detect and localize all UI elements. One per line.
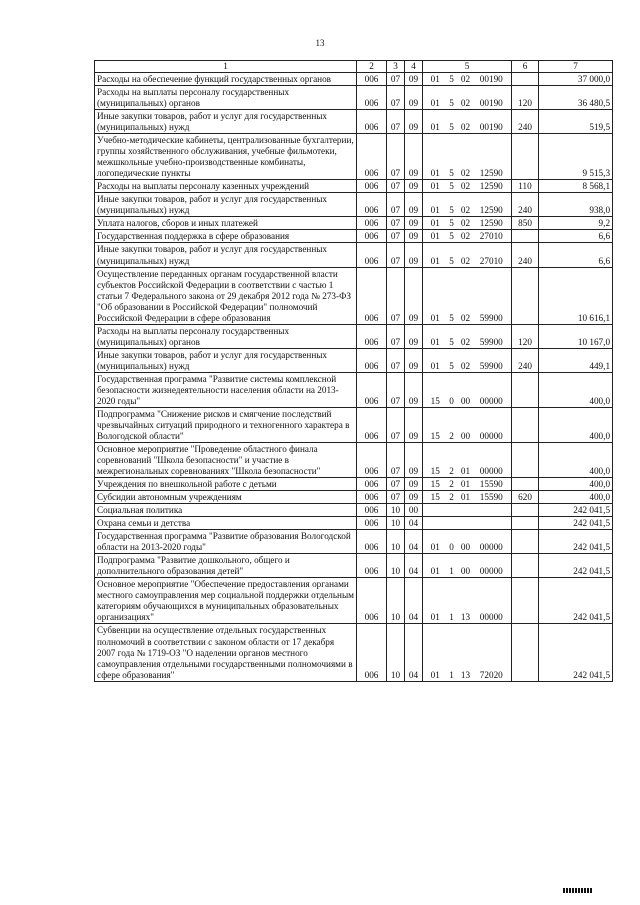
- col5d-cell: 00190: [474, 110, 512, 134]
- col5c-cell: 13: [458, 624, 474, 681]
- col6-cell: 240: [512, 193, 539, 217]
- col4-cell: 04: [405, 530, 423, 554]
- col6-cell: [512, 372, 539, 407]
- col7-cell: 36 480,5: [539, 86, 613, 110]
- row-name-cell: Субвенции на осуществление отдельных государственных полномочий в соответствии с законом области от 17 декабря 2007 года № 1719-ОЗ "О наделении органов местного самоуправления отдельными государственными полномочиями в сфере образования": [95, 624, 357, 681]
- col5d-cell: 12590: [474, 217, 512, 230]
- col4-cell: 09: [405, 491, 423, 504]
- col3-cell: 07: [387, 110, 405, 134]
- col6-cell: [512, 624, 539, 681]
- col5c-cell: 00: [458, 554, 474, 578]
- col5a-cell: 01: [423, 110, 446, 134]
- col5d-cell: 27010: [474, 230, 512, 243]
- col5a-cell: 01: [423, 530, 446, 554]
- col5a-cell: 01: [423, 624, 446, 681]
- col5a-cell: 01: [423, 217, 446, 230]
- col5d-cell: [474, 504, 512, 517]
- col5d-cell: 59900: [474, 324, 512, 348]
- row-name-cell: Субсидии автономным учреждениям: [95, 491, 357, 504]
- col2-cell: 006: [357, 372, 387, 407]
- col4-cell: 09: [405, 134, 423, 180]
- col3-cell: 07: [387, 324, 405, 348]
- col5b-cell: 1: [446, 578, 458, 624]
- col5c-cell: [458, 504, 474, 517]
- col5a-cell: 01: [423, 193, 446, 217]
- col2-cell: 006: [357, 180, 387, 193]
- col6-cell: [512, 554, 539, 578]
- row-name-cell: Подпрограмма "Развитие дошкольного, общего и дополнительного образования детей": [95, 554, 357, 578]
- col5a-cell: 01: [423, 230, 446, 243]
- col2-cell: 006: [357, 504, 387, 517]
- row-name-cell: Иные закупки товаров, работ и услуг для государственных (муниципальных) нужд: [95, 243, 357, 267]
- col4-cell: 09: [405, 230, 423, 243]
- col6-cell: 120: [512, 86, 539, 110]
- col5a-cell: 01: [423, 180, 446, 193]
- col5d-cell: 27010: [474, 243, 512, 267]
- col4-cell: 09: [405, 348, 423, 372]
- col2-cell: 006: [357, 73, 387, 86]
- header-cell-3: 3: [387, 61, 405, 73]
- row-name-cell: Осуществление переданных органам государственной власти субъектов Российской Федерации в соответствии с частью 1 статьи 7 Федерального закона от 29 декабря 2012 года № 273-ФЗ "Об образовании в Российской Федерации" полномочий Российской Федерации в сфере образования: [95, 267, 357, 324]
- col5c-cell: 01: [458, 443, 474, 478]
- col7-cell: 400,0: [539, 407, 613, 442]
- table-row: [95, 243, 613, 267]
- table-row: [95, 348, 613, 372]
- col7-cell: 400,0: [539, 478, 613, 491]
- col6-cell: [512, 230, 539, 243]
- col5b-cell: [446, 504, 458, 517]
- col7-cell: 9,2: [539, 217, 613, 230]
- row-name-cell: Расходы на обеспечение функций государственных органов: [95, 73, 357, 86]
- col5c-cell: 02: [458, 180, 474, 193]
- col4-cell: 09: [405, 180, 423, 193]
- col3-cell: 07: [387, 217, 405, 230]
- table-row: [95, 230, 613, 243]
- col5d-cell: 15590: [474, 478, 512, 491]
- col2-cell: 006: [357, 554, 387, 578]
- col4-cell: 04: [405, 554, 423, 578]
- col5a-cell: 01: [423, 578, 446, 624]
- col5d-cell: 72020: [474, 624, 512, 681]
- col3-cell: 10: [387, 578, 405, 624]
- row-name-cell: Государственная программа "Развитие образования Вологодской области на 2013-2020 годы": [95, 530, 357, 554]
- row-name-cell: Охрана семьи и детства: [95, 517, 357, 530]
- col7-cell: 400,0: [539, 372, 613, 407]
- col6-cell: [512, 443, 539, 478]
- row-name-cell: Иные закупки товаров, работ и услуг для государственных (муниципальных) нужд: [95, 110, 357, 134]
- col5a-cell: 01: [423, 134, 446, 180]
- col5c-cell: 02: [458, 267, 474, 324]
- col6-cell: [512, 134, 539, 180]
- col3-cell: 07: [387, 243, 405, 267]
- col2-cell: 006: [357, 443, 387, 478]
- col3-cell: 07: [387, 372, 405, 407]
- col5b-cell: 5: [446, 217, 458, 230]
- col4-cell: 09: [405, 267, 423, 324]
- col5b-cell: 5: [446, 180, 458, 193]
- col5d-cell: 00000: [474, 443, 512, 478]
- col2-cell: 006: [357, 324, 387, 348]
- col5a-cell: 15: [423, 372, 446, 407]
- col5d-cell: 59900: [474, 348, 512, 372]
- col5d-cell: 15590: [474, 491, 512, 504]
- row-name-cell: Подпрограмма "Снижение рисков и смягчение последствий чрезвычайных ситуаций природного и техногенного характера в Вологодской области": [95, 407, 357, 442]
- col6-cell: [512, 73, 539, 86]
- col3-cell: 07: [387, 230, 405, 243]
- row-name-cell: Расходы на выплаты персоналу казенных учреждений: [95, 180, 357, 193]
- col2-cell: 006: [357, 217, 387, 230]
- col4-cell: 04: [405, 624, 423, 681]
- table-row: [95, 267, 613, 324]
- row-name-cell: Учебно-методические кабинеты, централизованные бухгалтерии, группы хозяйственного обслуживания, учебные фильмотеки, межшкольные учебно-производственные комбинаты, логопедические пункты: [95, 134, 357, 180]
- col4-cell: 09: [405, 372, 423, 407]
- col5d-cell: 00000: [474, 372, 512, 407]
- col6-cell: [512, 267, 539, 324]
- table-row: [95, 180, 613, 193]
- col3-cell: 07: [387, 193, 405, 217]
- col5b-cell: 5: [446, 324, 458, 348]
- col5a-cell: 01: [423, 324, 446, 348]
- table-row: [95, 134, 613, 180]
- col5c-cell: 02: [458, 193, 474, 217]
- col5d-cell: 00190: [474, 86, 512, 110]
- scan-barcode-mark: [563, 888, 593, 893]
- table-row: [95, 217, 613, 230]
- col5d-cell: 00000: [474, 407, 512, 442]
- col5b-cell: 5: [446, 73, 458, 86]
- table-row: [95, 73, 613, 86]
- col5c-cell: 02: [458, 73, 474, 86]
- col2-cell: 006: [357, 267, 387, 324]
- col3-cell: 10: [387, 554, 405, 578]
- col7-cell: 6,6: [539, 243, 613, 267]
- col5d-cell: 12590: [474, 134, 512, 180]
- col4-cell: 09: [405, 193, 423, 217]
- col7-cell: 242 041,5: [539, 517, 613, 530]
- col5d-cell: [474, 517, 512, 530]
- col6-cell: [512, 530, 539, 554]
- table-row: [95, 504, 613, 517]
- col6-cell: [512, 407, 539, 442]
- col5c-cell: 02: [458, 324, 474, 348]
- col5a-cell: 01: [423, 86, 446, 110]
- col6-cell: [512, 478, 539, 491]
- table-body: [95, 61, 613, 682]
- col5c-cell: 01: [458, 491, 474, 504]
- col7-cell: 9 515,3: [539, 134, 613, 180]
- col7-cell: 6,6: [539, 230, 613, 243]
- col7-cell: 242 041,5: [539, 624, 613, 681]
- col5c-cell: 00: [458, 372, 474, 407]
- table-row: [95, 193, 613, 217]
- col4-cell: 09: [405, 86, 423, 110]
- col5b-cell: 5: [446, 193, 458, 217]
- col5a-cell: 15: [423, 443, 446, 478]
- col6-cell: 240: [512, 110, 539, 134]
- col7-cell: 10 616,1: [539, 267, 613, 324]
- row-name-cell: Государственная поддержка в сфере образования: [95, 230, 357, 243]
- col3-cell: 07: [387, 73, 405, 86]
- col7-cell: 242 041,5: [539, 504, 613, 517]
- col7-cell: 242 041,5: [539, 530, 613, 554]
- col5a-cell: 15: [423, 478, 446, 491]
- col5b-cell: 5: [446, 267, 458, 324]
- col3-cell: 07: [387, 267, 405, 324]
- col4-cell: 09: [405, 407, 423, 442]
- col4-cell: 09: [405, 443, 423, 478]
- table-row: [95, 324, 613, 348]
- col2-cell: 006: [357, 193, 387, 217]
- col5c-cell: 01: [458, 478, 474, 491]
- col5d-cell: 00190: [474, 73, 512, 86]
- col4-cell: 09: [405, 217, 423, 230]
- col5b-cell: 2: [446, 478, 458, 491]
- col3-cell: 07: [387, 491, 405, 504]
- col2-cell: 006: [357, 110, 387, 134]
- col5a-cell: 01: [423, 348, 446, 372]
- header-cell-4: 4: [405, 61, 423, 73]
- table-row: [95, 578, 613, 624]
- col2-cell: 006: [357, 478, 387, 491]
- col2-cell: 006: [357, 86, 387, 110]
- col3-cell: 07: [387, 478, 405, 491]
- col5b-cell: [446, 517, 458, 530]
- header-cell-7: 7: [539, 61, 613, 73]
- col5c-cell: 02: [458, 134, 474, 180]
- col7-cell: 37 000,0: [539, 73, 613, 86]
- col5d-cell: 12590: [474, 180, 512, 193]
- row-name-cell: Уплата налогов, сборов и иных платежей: [95, 217, 357, 230]
- col5d-cell: 00000: [474, 578, 512, 624]
- header-cell-5: 5: [423, 61, 512, 73]
- col2-cell: 006: [357, 578, 387, 624]
- col5d-cell: 00000: [474, 554, 512, 578]
- col7-cell: 10 167,0: [539, 324, 613, 348]
- col5a-cell: 01: [423, 73, 446, 86]
- col5b-cell: 5: [446, 348, 458, 372]
- col7-cell: 8 568,1: [539, 180, 613, 193]
- col5a-cell: 01: [423, 243, 446, 267]
- col3-cell: 07: [387, 407, 405, 442]
- col6-cell: 120: [512, 324, 539, 348]
- col6-cell: 620: [512, 491, 539, 504]
- table-row: [95, 407, 613, 442]
- col3-cell: 10: [387, 624, 405, 681]
- col5c-cell: 13: [458, 578, 474, 624]
- col5b-cell: 2: [446, 491, 458, 504]
- col5c-cell: 02: [458, 230, 474, 243]
- header-cell-2: 2: [357, 61, 387, 73]
- table-row: [95, 478, 613, 491]
- row-name-cell: Основное мероприятие "Проведение областного финала соревнований "Школа безопасности" и участие в межрегиональных соревнованиях "Школа безопасности": [95, 443, 357, 478]
- col7-cell: 938,0: [539, 193, 613, 217]
- col3-cell: 07: [387, 180, 405, 193]
- col5c-cell: [458, 517, 474, 530]
- table-row: [95, 86, 613, 110]
- col6-cell: 850: [512, 217, 539, 230]
- col4-cell: 04: [405, 578, 423, 624]
- col5b-cell: 5: [446, 110, 458, 134]
- table-row: [95, 372, 613, 407]
- col2-cell: 006: [357, 134, 387, 180]
- col2-cell: 006: [357, 624, 387, 681]
- col3-cell: 07: [387, 134, 405, 180]
- col5c-cell: 00: [458, 407, 474, 442]
- col5c-cell: 02: [458, 217, 474, 230]
- col7-cell: 400,0: [539, 491, 613, 504]
- table-row: [95, 110, 613, 134]
- col2-cell: 006: [357, 530, 387, 554]
- table-row: [95, 554, 613, 578]
- col5b-cell: 1: [446, 624, 458, 681]
- row-name-cell: Государственная программа "Развитие системы комплексной безопасности жизнедеятельности населения области на 2013-2020 годы": [95, 372, 357, 407]
- col7-cell: 519,5: [539, 110, 613, 134]
- header-cell-6: 6: [512, 61, 539, 73]
- col3-cell: 07: [387, 443, 405, 478]
- col3-cell: 10: [387, 530, 405, 554]
- row-name-cell: Учреждения по внешкольной работе с детьми: [95, 478, 357, 491]
- col6-cell: 110: [512, 180, 539, 193]
- row-name-cell: Расходы на выплаты персоналу государственных (муниципальных) органов: [95, 324, 357, 348]
- col5c-cell: 02: [458, 243, 474, 267]
- row-name-cell: Социальная политика: [95, 504, 357, 517]
- row-name-cell: Иные закупки товаров, работ и услуг для государственных (муниципальных) нужд: [95, 193, 357, 217]
- col7-cell: 400,0: [539, 443, 613, 478]
- col2-cell: 006: [357, 517, 387, 530]
- col5d-cell: 00000: [474, 530, 512, 554]
- row-name-cell: Расходы на выплаты персоналу государственных (муниципальных) органов: [95, 86, 357, 110]
- header-cell-1: 1: [95, 61, 357, 73]
- col7-cell: 242 041,5: [539, 578, 613, 624]
- col4-cell: 09: [405, 478, 423, 491]
- col5b-cell: 5: [446, 243, 458, 267]
- col6-cell: 240: [512, 243, 539, 267]
- col3-cell: 07: [387, 86, 405, 110]
- col4-cell: 09: [405, 324, 423, 348]
- col5b-cell: 2: [446, 443, 458, 478]
- col5b-cell: 5: [446, 134, 458, 180]
- row-name-cell: Иные закупки товаров, работ и услуг для государственных (муниципальных) нужд: [95, 348, 357, 372]
- col5a-cell: 15: [423, 491, 446, 504]
- table-row: [95, 530, 613, 554]
- col4-cell: 09: [405, 243, 423, 267]
- col4-cell: 00: [405, 504, 423, 517]
- page-number: 13: [315, 38, 325, 48]
- col7-cell: 242 041,5: [539, 554, 613, 578]
- col5b-cell: 1: [446, 554, 458, 578]
- col5a-cell: [423, 517, 446, 530]
- col5c-cell: 02: [458, 348, 474, 372]
- col5d-cell: 12590: [474, 193, 512, 217]
- table-row: [95, 443, 613, 478]
- col5d-cell: 59900: [474, 267, 512, 324]
- col5c-cell: 02: [458, 86, 474, 110]
- col5a-cell: 15: [423, 407, 446, 442]
- col5a-cell: 01: [423, 267, 446, 324]
- col3-cell: 10: [387, 517, 405, 530]
- col5b-cell: 2: [446, 407, 458, 442]
- col4-cell: 09: [405, 110, 423, 134]
- col6-cell: [512, 517, 539, 530]
- col6-cell: [512, 504, 539, 517]
- col2-cell: 006: [357, 407, 387, 442]
- col6-cell: 240: [512, 348, 539, 372]
- col5c-cell: 02: [458, 110, 474, 134]
- budget-table: [94, 60, 613, 682]
- col4-cell: 09: [405, 73, 423, 86]
- col5b-cell: 5: [446, 86, 458, 110]
- col2-cell: 006: [357, 230, 387, 243]
- table-row: [95, 491, 613, 504]
- col5a-cell: [423, 504, 446, 517]
- col3-cell: 07: [387, 348, 405, 372]
- col2-cell: 006: [357, 491, 387, 504]
- col3-cell: 10: [387, 504, 405, 517]
- col2-cell: 006: [357, 243, 387, 267]
- col6-cell: [512, 578, 539, 624]
- col5b-cell: 5: [446, 230, 458, 243]
- col5a-cell: 01: [423, 554, 446, 578]
- col5b-cell: 0: [446, 530, 458, 554]
- table-row: [95, 517, 613, 530]
- col4-cell: 04: [405, 517, 423, 530]
- col7-cell: 449,1: [539, 348, 613, 372]
- table-row: [95, 624, 613, 681]
- row-name-cell: Основное мероприятие "Обеспечение предоставления органами местного самоуправления мер социальной поддержки отдельным категориям обучающихся в муниципальных образовательных организациях": [95, 578, 357, 624]
- col5c-cell: 00: [458, 530, 474, 554]
- col2-cell: 006: [357, 348, 387, 372]
- header-row: [95, 61, 613, 73]
- col5b-cell: 0: [446, 372, 458, 407]
